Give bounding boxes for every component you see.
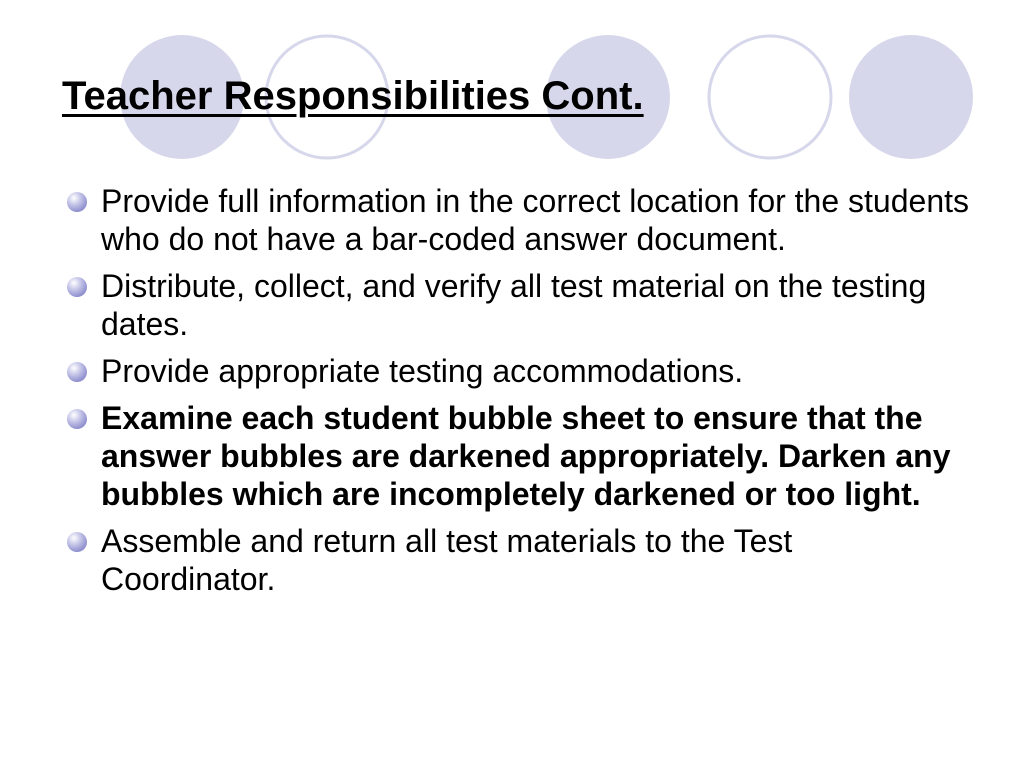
bullet-text: Assemble and return all test materials to the Test Coordinator.: [101, 523, 793, 597]
bullet-text: Provide full information in the correct location for the students who do not have a bar-coded answer document.: [101, 183, 969, 257]
sphere-bullet-icon: [66, 191, 88, 213]
bullet-item: [64, 182, 974, 258]
sphere-bullet-icon: [66, 408, 88, 430]
bullet-item: [64, 522, 974, 598]
bullet-text: Examine each student bubble sheet to ensure that the answer bubbles are darkened appropriately. Darken any bubbles which are incompletely darkened or too light.: [101, 400, 951, 512]
bullet-item: [64, 267, 974, 343]
bullet-text: Provide appropriate testing accommodations.: [101, 353, 744, 389]
sphere-bullet-icon: [66, 361, 88, 383]
bullet-item-emphasis: [64, 399, 974, 513]
sphere-bullet-icon: [66, 276, 88, 298]
bullet-text: Distribute, collect, and verify all test material on the testing dates.: [101, 268, 927, 342]
bullet-item: [64, 352, 974, 390]
circle-filled-3: [849, 35, 973, 159]
bullet-list: [64, 182, 974, 607]
slide-title: Teacher Responsibilities Cont.: [62, 74, 644, 118]
circle-outline-2: [709, 36, 831, 158]
sphere-bullet-icon: [66, 531, 88, 553]
